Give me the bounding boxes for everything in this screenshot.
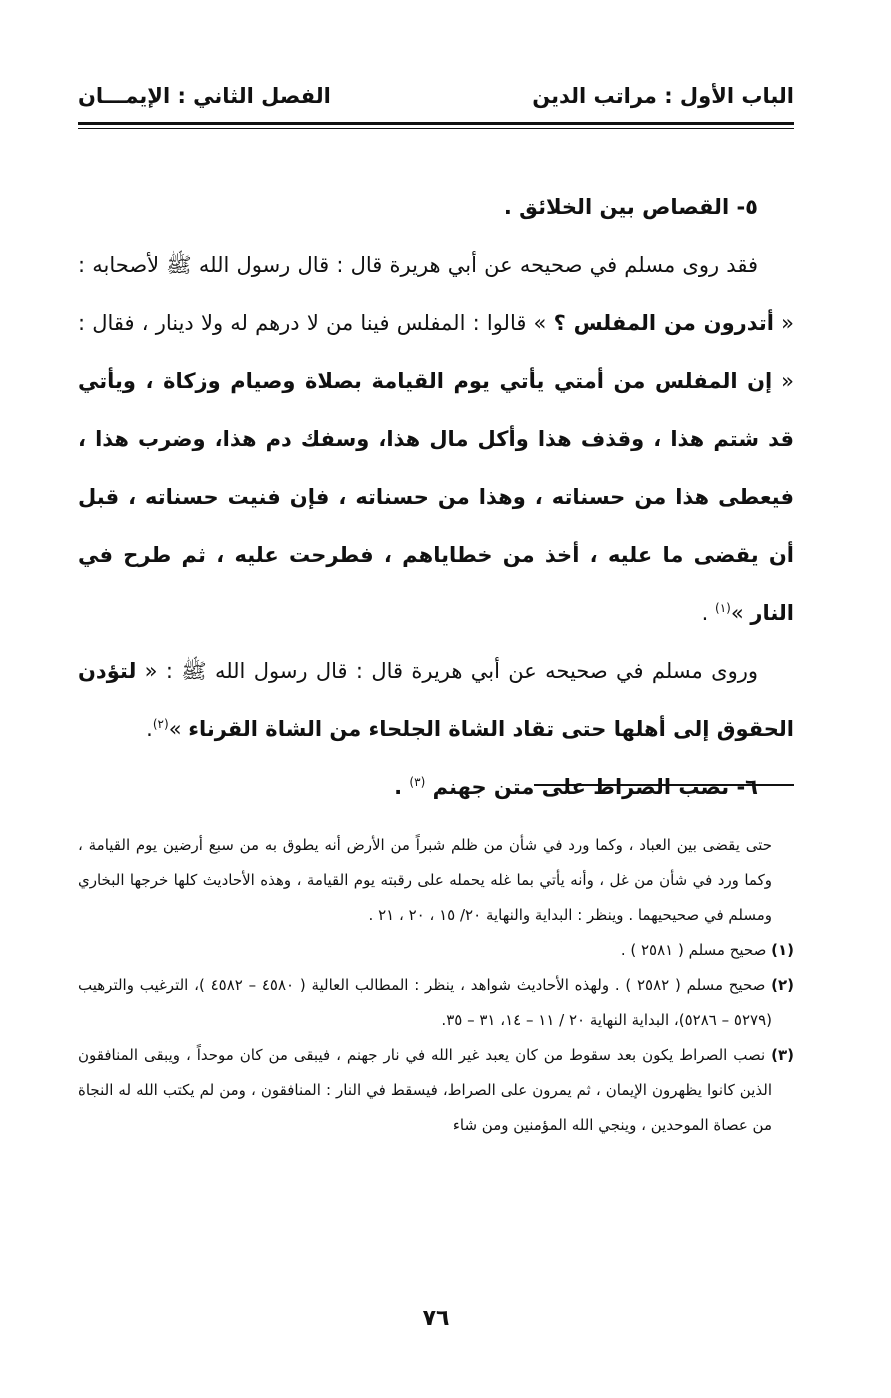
- p1-hadith-question: أتدرون من المفلس ؟: [553, 311, 774, 335]
- book-page: [78, 78, 794, 1368]
- section-title: الفصل الثاني : الإيمـــان: [78, 84, 331, 108]
- footnote-3-number: (٣): [771, 1046, 794, 1064]
- footnote-2-number: (٢): [771, 976, 794, 994]
- p2-intro: وروى مسلم في صحيحه عن أبي هريرة قال : قال رسول الله ﷺ : «: [136, 659, 758, 683]
- running-header: [78, 78, 794, 116]
- p1-hadith-text: إن المفلس من أمتي يأتي يوم القيامة بصلاة وصيام وزكاة ، ويأتي قد شتم هذا ، وقذف هذا وأكل مال هذا، وسفك دم هذا، وضرب هذا ، فيعطى هذا من حسناته ، وهذا من حسناته ، فإن فنيت حسناته ، قبل أن يقضى ما عليه ، أخذ من خطاياهم ، فطرحت عليه ، ثم طرح في النار: [78, 369, 794, 625]
- footnote-ref-3: (٣): [409, 775, 426, 789]
- p2-end: .: [146, 717, 153, 741]
- p1-intro: فقد روى مسلم في صحيحه عن أبي هريرة قال : قال رسول الله ﷺ لأصحابه : «: [78, 253, 794, 335]
- header-rule-thin: [78, 128, 794, 129]
- paragraph-2: [78, 642, 794, 758]
- page-number: ٧٦: [422, 1306, 450, 1331]
- p2-hadith-text: لتؤدن الحقوق إلى أهلها حتى تقاد الشاة الجلحاء من الشاة القرناء: [78, 659, 794, 741]
- chapter-title: الباب الأول : مراتب الدين: [532, 84, 794, 108]
- footnote-3-text: نصب الصراط يكون بعد سقوط من كان يعبد غير الله في نار جهنم ، فيبقى من كان موحداً ، ويبقى المنافقون الذين كانوا يظهرون الإيمان ، ثم يمرون على الصراط، فيسقط في النار : المنافقون ، ومن لم يكتب الله له النجاة من عصاة الموحدين ، وينجي الله المؤمنين ومن شاء: [78, 1046, 772, 1134]
- p1-end: .: [701, 601, 715, 625]
- footnotes: [78, 828, 794, 1143]
- heading-6: [78, 758, 794, 816]
- heading-6-text: ٦- نصب الصراط على متن جهنم: [432, 775, 758, 799]
- heading-5: ٥- القصاص بين الخلائق .: [503, 195, 758, 219]
- footnote-1-text: صحيح مسلم ( ٢٥٨١ ) .: [620, 941, 772, 959]
- p2-close-quote: »: [168, 717, 189, 741]
- footnote-continuation: حتى يقضى بين العباد ، وكما ورد في شأن من ظلم شبراً من الأرض أنه يطوق به من سبع أرضين يوم القيامة ، وكما ورد في شأن من غل ، وأنه يأتي بما غله يحمله على رقبته يوم القيامة ، وهذه الأحاديث كلها خرجها البخاري ومسلم في صحيحيهما . وينظر : البداية والنهاية ٢٠/ ١٥ ، ٢٠ ، ٢١ .: [78, 836, 772, 924]
- p1-close-quote: »: [730, 601, 751, 625]
- footnote-separator: [534, 784, 794, 786]
- footnote-ref-2: (٢): [152, 717, 169, 731]
- footnote-1-number: (١): [771, 941, 794, 959]
- heading-6-end: .: [394, 775, 410, 799]
- header-rule-thick: [78, 122, 794, 125]
- main-text: [78, 178, 794, 816]
- footnote-ref-1: (١): [715, 601, 731, 615]
- footnote-3: [78, 1038, 794, 1143]
- p1-middle: » قالوا : المفلس فينا من لا درهم له ولا دينار ، فقال : «: [78, 311, 794, 393]
- paragraph-1: [78, 236, 794, 642]
- footnote-2-text: صحيح مسلم ( ٢٥٨٢ ) . ولهذه الأحاديث شواهد ، ينظر : المطالب العالية ( ٤٥٨٠ – ٤٥٨٢ )، الترغيب والترهيب (٥٢٧٩ – ٥٢٨٦)، البداية النهاية ٢٠ / ١١ – ١٤، ٣١ – ٣٥.: [78, 976, 772, 1029]
- footnote-2: [78, 968, 794, 1038]
- footnote-1: [78, 933, 794, 968]
